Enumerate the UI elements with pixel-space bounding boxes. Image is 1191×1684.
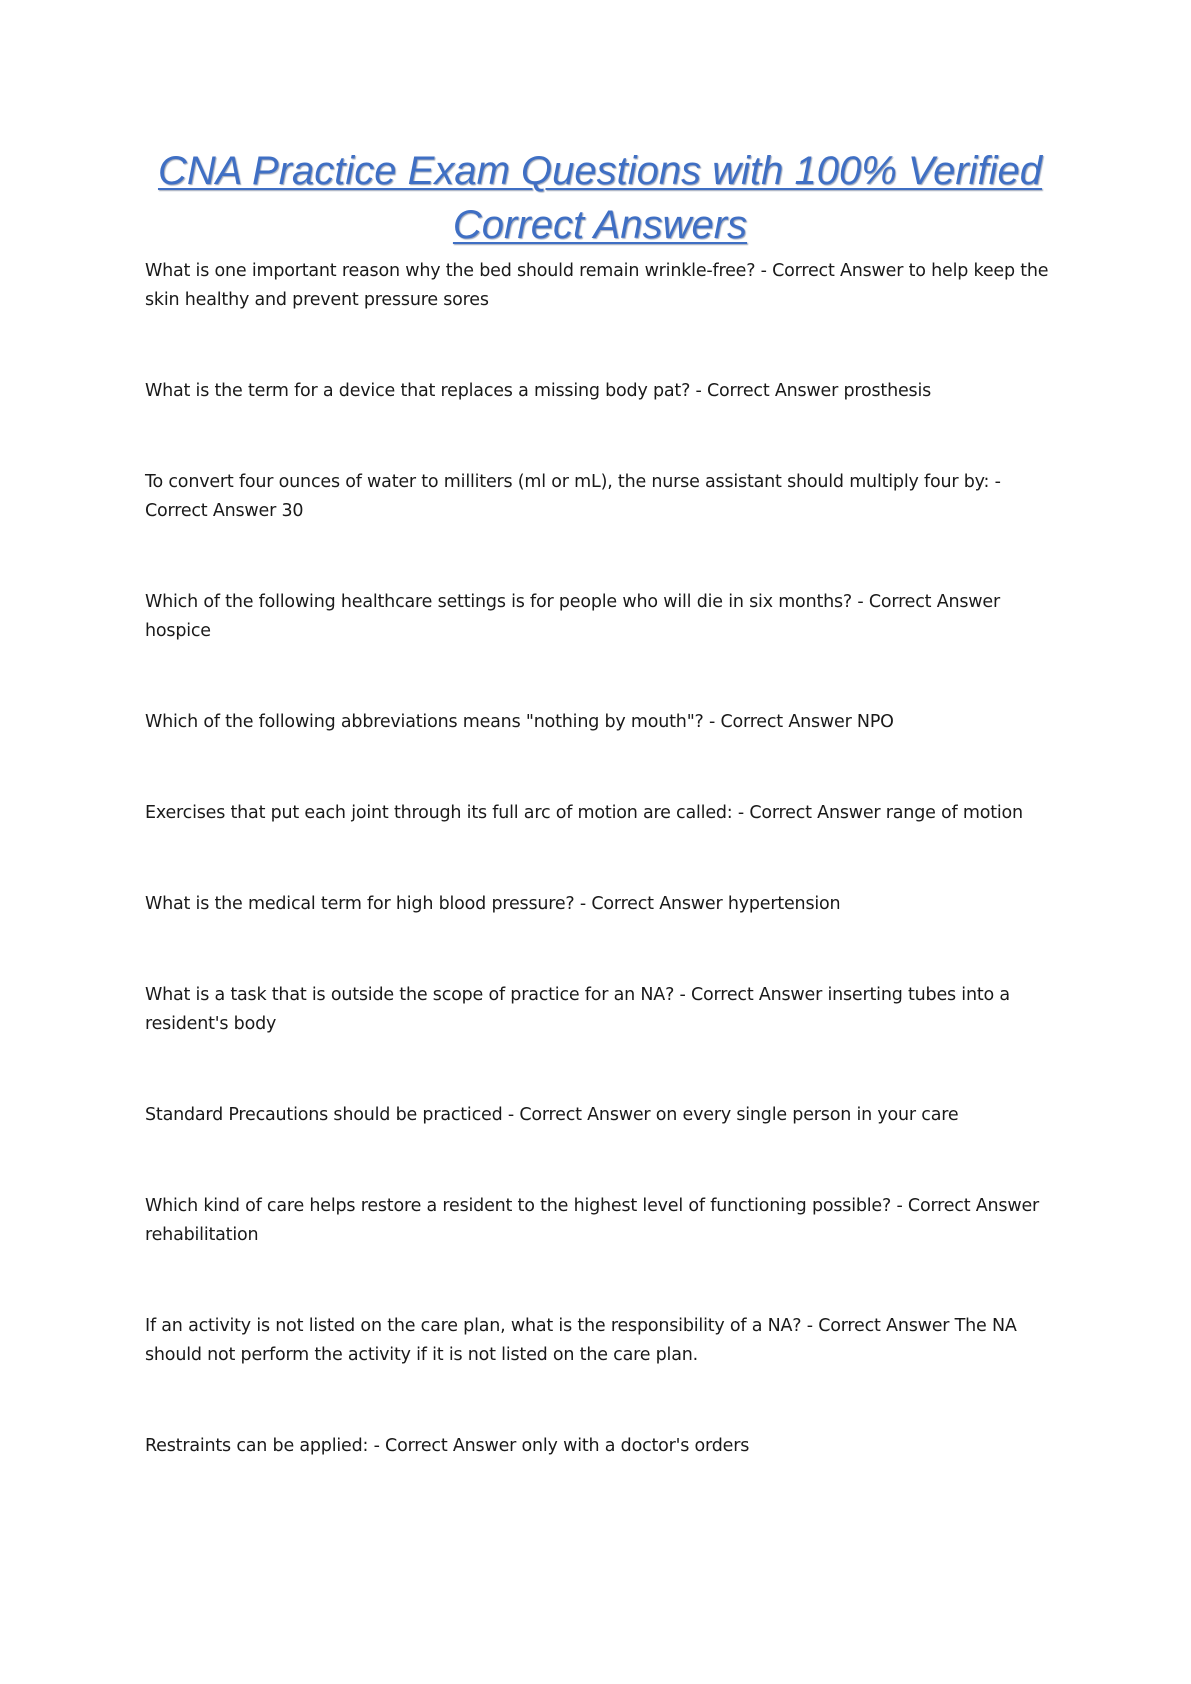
qa-item: Restraints can be applied: - Correct Answer only with a doctor's orders xyxy=(145,1436,750,1456)
qa-item: Which of the following abbreviations means "nothing by mouth"? - Correct Answer NPO xyxy=(145,712,894,732)
qa-item: Exercises that put each joint through its full arc of motion are called: - Correct Answer range of motion xyxy=(145,803,1023,823)
qa-item: What is the medical term for high blood pressure? - Correct Answer hypertension xyxy=(145,894,841,914)
qa-item: If an activity is not listed on the care plan, what is the responsibility of a NA? - Correct Answer The NA should not perform the activity if it is not listed on the care plan. xyxy=(145,1316,1017,1365)
qa-item: What is one important reason why the bed should remain wrinkle-free? - Correct Answer to help keep the skin healthy and prevent pressure sores xyxy=(145,261,1049,310)
qa-item: Which kind of care helps restore a resident to the highest level of functioning possible? - Correct Answer rehabilitation xyxy=(145,1196,1040,1245)
qa-list xyxy=(145,257,1055,1523)
qa-item: What is a task that is outside the scope of practice for an NA? - Correct Answer inserting tubes into a resident's body xyxy=(145,985,1010,1034)
qa-item: To convert four ounces of water to milliters (ml or mL), the nurse assistant should multiply four by: - Correct Answer 30 xyxy=(145,472,1001,521)
qa-item: What is the term for a device that replaces a missing body pat? - Correct Answer prosthesis xyxy=(145,381,932,401)
document-title: CNA Practice Exam Questions with 100% Verified Correct Answers xyxy=(157,149,1043,247)
qa-item: Standard Precautions should be practiced - Correct Answer on every single person in your care xyxy=(145,1105,959,1125)
qa-item: Which of the following healthcare settings is for people who will die in six months? - Correct Answer hospice xyxy=(145,592,1000,641)
